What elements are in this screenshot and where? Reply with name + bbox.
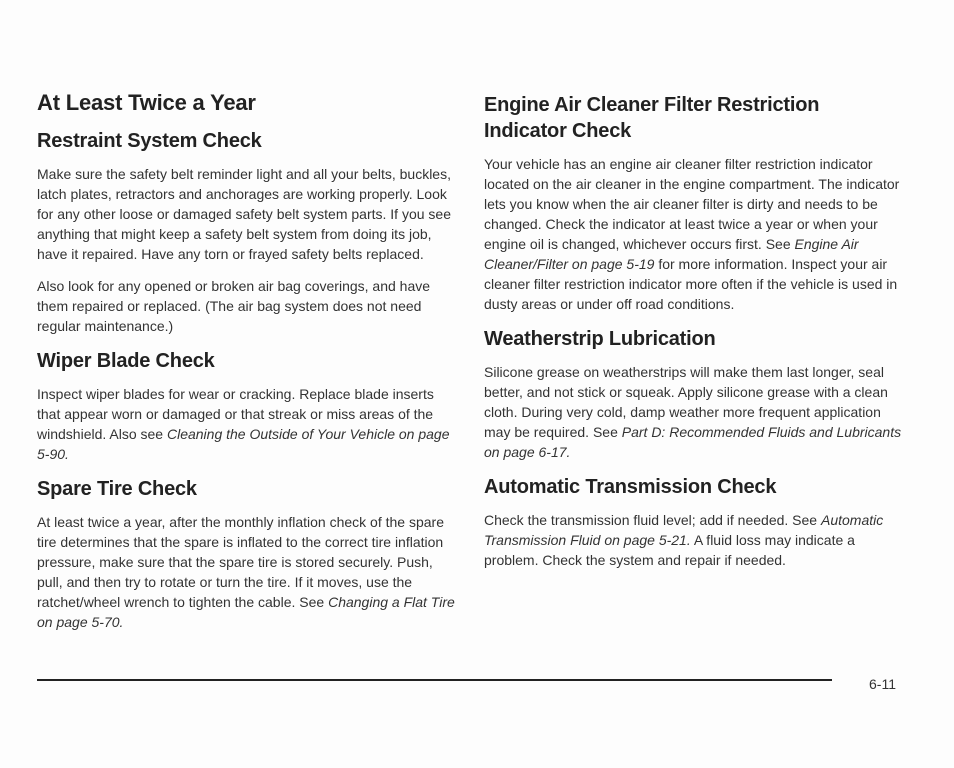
section-title: Weatherstrip Lubrication: [484, 328, 716, 350]
page-reference: Engine Air Cleaner/Filter on page 5-19: [484, 236, 859, 272]
section-title: Engine Air Cleaner Filter Restriction Indicator Check: [484, 94, 820, 142]
page-reference: Part D: Recommended Fluids and Lubricants on page 6-17.: [484, 424, 902, 460]
section-title: Restraint System Check: [37, 130, 262, 152]
page-number: 6-11: [869, 676, 896, 692]
paragraph: Also look for any opened or broken air bag coverings, and have them repaired or replaced. (The air bag system does not need regular maintenance.): [37, 278, 431, 334]
page-heading: At Least Twice a Year: [37, 90, 256, 115]
paragraph: Silicone grease on weatherstrips will make them last longer, seal better, and not stick or squeak. Apply silicone grease with a clean cloth. During very cold, damp weather more frequent application may be required. See Part D: Recommended Fluids and Lubricants on page 6-17.: [484, 364, 902, 460]
page-reference: Cleaning the Outside of Your Vehicle on page 5-90.: [37, 426, 450, 462]
section-spare-tire: [37, 476, 457, 632]
paragraph: Your vehicle has an engine air cleaner filter restriction indicator located on the air cleaner in the engine compartment. The indicator lets you know when the air cleaner filter is dirty and needs to be changed. Check the indicator at least twice a year or when your engine oil is changed, whichever occurs first. See Engine Air Cleaner/Filter on page 5-19 for more information. Inspect your air cleaner filter restriction indicator more often if the vehicle is used in dusty areas or under off road conditions.: [484, 156, 900, 312]
section-weatherstrip: [484, 326, 904, 462]
section-title: Wiper Blade Check: [37, 350, 215, 372]
left-column: [37, 88, 457, 644]
section-title: Automatic Transmission Check: [484, 476, 777, 498]
paragraph: Check the transmission fluid level; add if needed. See Automatic Transmission Fluid on page 5-21. A fluid loss may indicate a problem. Check the system and repair if needed.: [484, 512, 884, 568]
paragraph: Inspect wiper blades for wear or cracking. Replace blade inserts that appear worn or damaged or that streak or miss areas of the windshield. Also see Cleaning the Outside of Your Vehicle on page 5-90.: [37, 386, 450, 462]
paragraph: Make sure the safety belt reminder light and all your belts, buckles, latch plates, retractors and anchorages are working properly. Look for any other loose or damaged safety belt system parts. If you see anything that might keep a safety belt system from doing its job, have it repaired. Have any torn or frayed safety belts replaced.: [37, 166, 451, 262]
section-restraint-system: [37, 128, 457, 336]
section-title: Spare Tire Check: [37, 478, 197, 500]
footer-rule: [37, 679, 832, 681]
page-reference: Changing a Flat Tire on page 5-70.: [37, 594, 455, 630]
section-wiper-blade: [37, 348, 457, 464]
page-reference: Automatic Transmission Fluid on page 5-21.: [484, 512, 884, 548]
right-column: [484, 88, 904, 582]
paragraph: At least twice a year, after the monthly inflation check of the spare tire determines that the spare is inflated to the correct tire inflation pressure, make sure that the spare tire is stored securely. Push, pull, and then try to rotate or turn the tire. If it moves, use the ratchet/wheel wrench to tighten the cable. See Changing a Flat Tire on page 5-70.: [37, 514, 455, 630]
section-air-cleaner-indicator: [484, 92, 904, 314]
section-automatic-transmission: [484, 474, 904, 570]
